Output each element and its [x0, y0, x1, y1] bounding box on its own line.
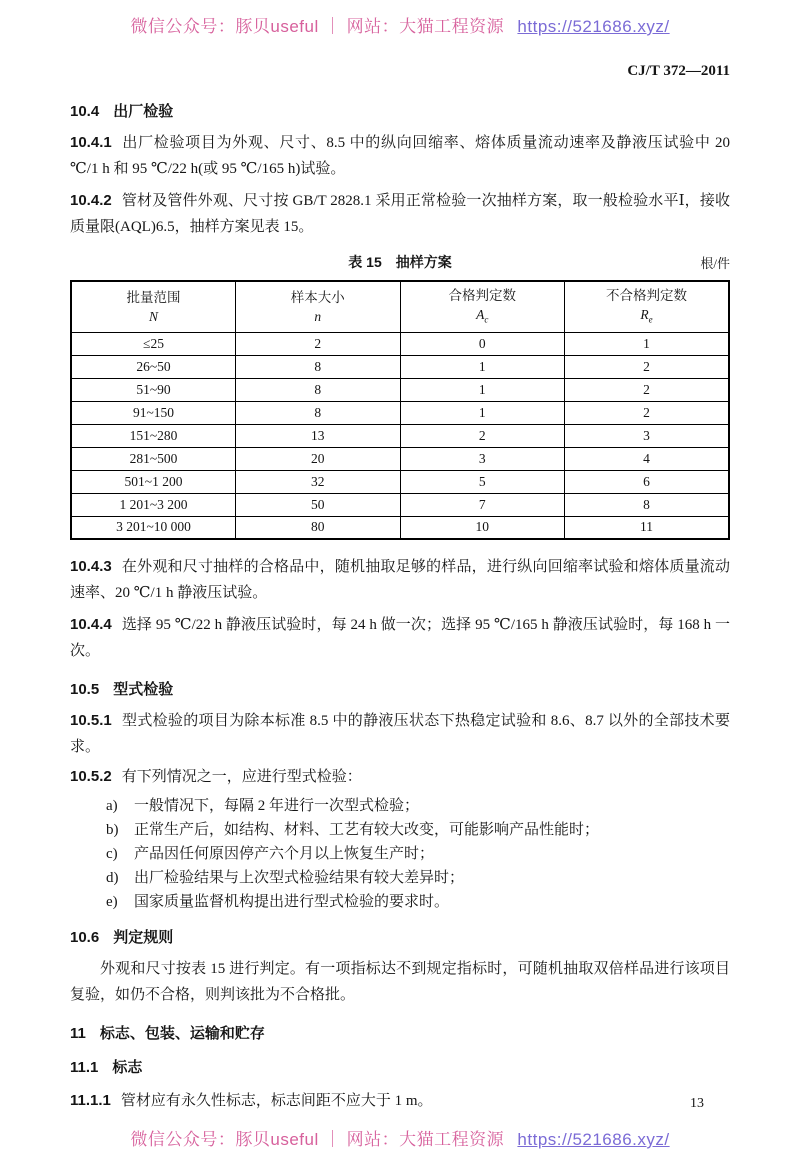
clause-text: 出厂检验项目为外观、尺寸、8.5 中的纵向回缩率、熔体质量流动速率及静液压试验中 20 ℃/1 h 和 95 ℃/22 h(或 95 ℃/165 h)试验。	[70, 135, 730, 177]
list-item-text: 一般情况下，每隔 2 年进行一次型式检验；	[134, 798, 420, 815]
table-cell: 50	[236, 493, 401, 516]
table-cell: 26~50	[71, 355, 236, 378]
clause-number: 10.4.1	[70, 134, 112, 151]
symbol-letter: R	[640, 307, 649, 322]
symbol-subscript: e	[648, 314, 653, 325]
clause-10-4-1-paragraph	[70, 130, 730, 182]
table-cell: 8	[236, 355, 401, 378]
column-symbol	[238, 309, 398, 325]
column-header-sample-size	[236, 281, 401, 332]
table-cell: 91~150	[71, 401, 236, 424]
clause-number: 10.4	[70, 103, 100, 120]
clause-number: 11	[70, 1025, 86, 1043]
clause-number: 10.4.3	[70, 558, 112, 576]
column-header-rejection-number	[565, 281, 730, 332]
table-row	[71, 378, 729, 401]
list-item-text: 产品因任何原因停产六个月以上恢复生产时；	[134, 846, 435, 863]
page-content	[0, 63, 800, 1114]
column-symbol	[567, 307, 726, 328]
table-cell: 3 201~10 000	[71, 516, 236, 539]
clause-text: 选择 95 ℃/22 h 静液压试验时，每 24 h 做一次；选择 95 ℃/165 h 静液压试验时，每 168 h 一次。	[70, 617, 730, 660]
list-item-text: 出厂检验结果与上次型式检验结果有较大差异时；	[134, 870, 465, 887]
watermark-header-url: https://521686.xyz/	[517, 17, 670, 36]
clause-text: 型式检验的项目为除本标准 8.5 中的静液压状态下热稳定试验和 8.6、8.7 以外的全部技术要求。	[70, 713, 730, 756]
list-item	[70, 818, 730, 842]
table-cell: 2	[565, 378, 730, 401]
section-heading-10-5	[70, 680, 730, 700]
table-header-row	[71, 281, 729, 332]
table-cell: 10	[400, 516, 565, 539]
table-cell: 3	[400, 447, 565, 470]
symbol-letter: n	[314, 309, 322, 325]
table-cell: 151~280	[71, 424, 236, 447]
table-caption-row	[70, 252, 730, 272]
clause-10-4-3-paragraph	[70, 554, 730, 606]
section-title: 型式检验	[113, 681, 174, 699]
table-cell: 2	[565, 355, 730, 378]
table-cell: 13	[236, 424, 401, 447]
column-header-batch-range	[71, 281, 236, 332]
column-label: 不合格判定数	[606, 288, 687, 303]
list-item	[70, 794, 730, 818]
section-heading-10-6	[70, 928, 730, 948]
table-row	[71, 493, 729, 516]
section-heading-11-1	[70, 1058, 730, 1078]
clause-10-5-2-paragraph	[70, 764, 730, 790]
column-symbol	[403, 307, 563, 328]
clause-number: 10.5	[70, 681, 100, 699]
list-item	[70, 842, 730, 866]
clause-number: 10.4.2	[70, 192, 112, 209]
symbol-subscript: c	[484, 314, 489, 325]
clause-text: 在外观和尺寸抽样的合格品中，随机抽取足够的样品，进行纵向回缩率试验和熔体质量流动速率、20 ℃/1 h 静液压试验。	[70, 559, 730, 602]
table-cell: 80	[236, 516, 401, 539]
table-caption: 表 15 抽样方案	[348, 254, 452, 270]
section-title: 标志	[112, 1059, 143, 1077]
column-label: 合格判定数	[448, 288, 516, 303]
watermark-footer-text: 微信公众号：豚贝useful ｜ 网站：大猫工程资源	[130, 1130, 505, 1149]
table-cell: 3	[565, 424, 730, 447]
clause-text: 管材应有永久性标志，标志间距不应大于 1 m。	[120, 1093, 433, 1110]
clause-number: 10.4.4	[70, 616, 112, 634]
symbol-letter: N	[148, 309, 158, 325]
list-item-label: d)	[106, 870, 119, 887]
list-item-label: a)	[106, 798, 118, 815]
table-unit-label: 根/件	[700, 256, 730, 271]
watermark-footer-url: https://521686.xyz/	[517, 1130, 670, 1149]
table-cell: 11	[565, 516, 730, 539]
clause-10-4-2-paragraph	[70, 188, 730, 240]
section-title: 标志、包装、运输和贮存	[99, 1025, 265, 1043]
table-cell: 4	[565, 447, 730, 470]
sampling-table-body	[71, 332, 729, 539]
list-item-text: 国家质量监督机构提出进行型式检验的要求时。	[134, 894, 450, 911]
list-item-text: 正常生产后，如结构、材料、工艺有较大改变，可能影响产品性能时；	[134, 822, 600, 839]
table-cell: 1	[400, 401, 565, 424]
clause-10-5-1-paragraph	[70, 708, 730, 760]
column-symbol	[74, 309, 233, 325]
clause-10-4-4-paragraph	[70, 612, 730, 664]
table-cell: 8	[236, 401, 401, 424]
table-row	[71, 424, 729, 447]
table-cell: 7	[400, 493, 565, 516]
table-cell: 1	[400, 355, 565, 378]
watermark-header-text: 微信公众号：豚贝useful ｜ 网站：大猫工程资源	[130, 17, 505, 36]
clause-number: 11.1.1	[70, 1092, 111, 1110]
page-number: 13	[690, 1096, 704, 1111]
table-cell: 1 201~3 200	[71, 493, 236, 516]
list-item-label: b)	[106, 822, 119, 839]
table-row	[71, 355, 729, 378]
table-cell: 501~1 200	[71, 470, 236, 493]
clause-text: 有下列情况之一，应进行型式检验：	[121, 769, 362, 786]
type-test-condition-list	[70, 794, 730, 914]
clause-number: 10.6	[70, 929, 100, 947]
section-heading-10-4	[70, 102, 730, 122]
section-title: 出厂检验	[113, 103, 174, 120]
section-heading-11	[70, 1024, 730, 1044]
clause-10-6-paragraph: 外观和尺寸按表 15 进行判定。有一项指标达不到规定指标时，可随机抽取双倍样品进行该项目复验，如仍不合格，则判该批为不合格批。	[70, 961, 730, 1004]
table-cell: 8	[236, 378, 401, 401]
table-row	[71, 516, 729, 539]
table-row	[71, 401, 729, 424]
table-cell: 5	[400, 470, 565, 493]
table-row	[71, 447, 729, 470]
table-cell: 6	[565, 470, 730, 493]
doc-code: CJ/T 372—2011	[627, 63, 730, 79]
list-item-label: e)	[106, 894, 118, 911]
sampling-plan-table	[70, 280, 730, 540]
clause-text: 管材及管件外观、尺寸按 GB/T 2828.1 采用正常检验一次抽样方案，取一般检验水平Ⅰ，接收质量限(AQL)6.5，抽样方案见表 15。	[70, 193, 730, 235]
symbol-letter: A	[476, 307, 485, 322]
table-row	[71, 470, 729, 493]
table-cell: 0	[400, 332, 565, 355]
table-cell: 20	[236, 447, 401, 470]
clause-number: 11.1	[70, 1059, 99, 1077]
table-cell: 281~500	[71, 447, 236, 470]
list-item	[70, 866, 730, 890]
list-item	[70, 890, 730, 914]
clause-number: 10.5.2	[70, 768, 112, 786]
clause-number: 10.5.1	[70, 712, 112, 730]
table-cell: 1	[400, 378, 565, 401]
clause-11-1-1-paragraph	[70, 1088, 730, 1114]
watermark-footer	[0, 1125, 800, 1150]
table-cell: 51~90	[71, 378, 236, 401]
table-header	[71, 281, 729, 332]
table-cell: 2	[565, 401, 730, 424]
list-item-label: c)	[106, 846, 118, 863]
watermark-header	[0, 0, 800, 37]
table-cell: 8	[565, 493, 730, 516]
section-title: 判定规则	[113, 929, 174, 947]
table-cell: 32	[236, 470, 401, 493]
table-cell: 2	[400, 424, 565, 447]
table-row	[71, 332, 729, 355]
table-cell: 2	[236, 332, 401, 355]
column-header-acceptance-number	[400, 281, 565, 332]
column-label: 样本大小	[290, 290, 345, 306]
table-cell: 1	[565, 332, 730, 355]
table-cell: ≤25	[71, 332, 236, 355]
column-label: 批量范围	[126, 290, 181, 306]
